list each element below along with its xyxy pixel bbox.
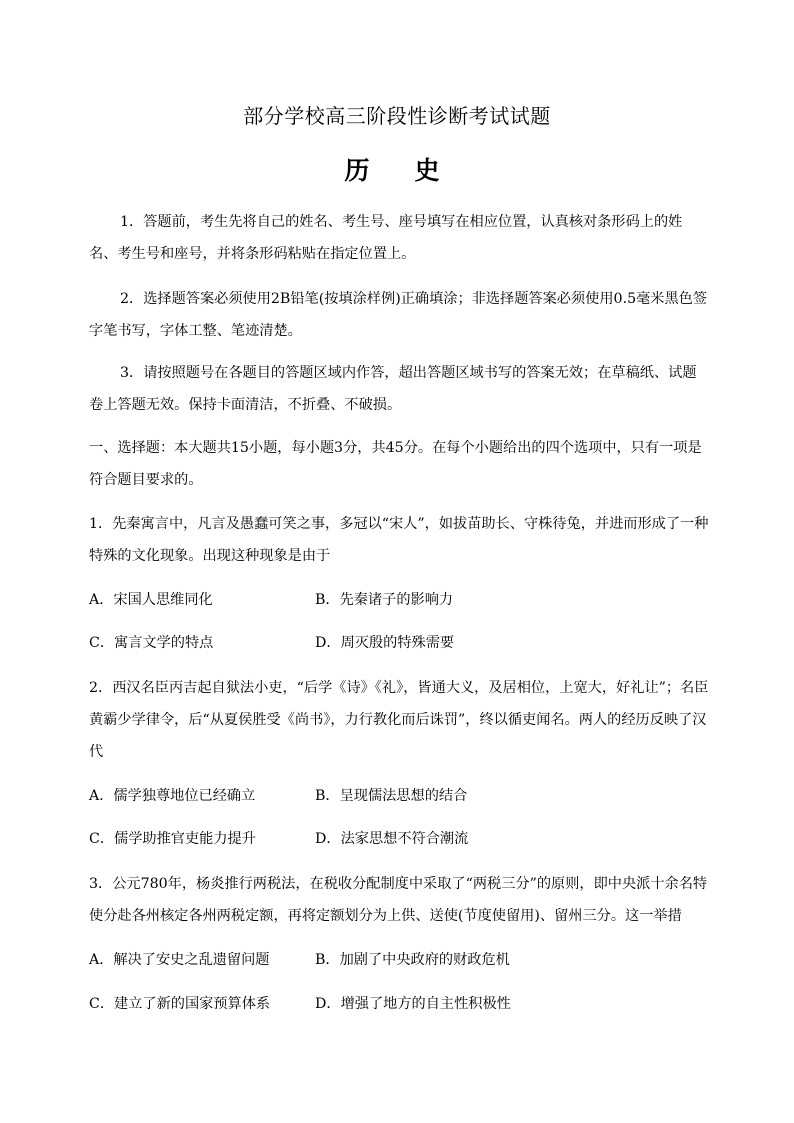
question-3-option-b: B．加剧了中央政府的财政危机	[315, 952, 510, 968]
instruction-2: 2．选择题答案必须使用2B铅笔(按填涂样例)正确填涂；非选择题答案必须使用0.5毫米黑色签字笔书写，字体工整、笔迹清楚。	[89, 291, 708, 339]
question-2-option-c: C．儒学助推官吏能力提升	[89, 831, 256, 847]
question-2-option-d: D．法家思想不符合潮流	[315, 831, 469, 847]
question-3-option-a: A．解决了安史之乱遗留问题	[89, 952, 270, 968]
subject-title: 历 史	[344, 156, 450, 185]
question-2-option-a: A．儒学独尊地位已经确立	[89, 788, 256, 804]
section-heading: 一、选择题：本大题共15小题，每小题3分，共45分。在每个小题给出的四个选项中，只有一项是符合题目要求的。	[89, 440, 702, 488]
question-3-option-d: D．增强了地方的自主性积极性	[315, 996, 511, 1012]
question-1-option-c: C．寓言文学的特点	[89, 635, 214, 651]
question-1-option-a: A．宋国人思维同化	[89, 592, 213, 608]
instruction-3: 3．请按照题号在各题目的答题区域内作答，超出答题区域书写的答案无效；在草稿纸、试题卷上答题无效。保持卡面清洁，不折叠、不破损。	[89, 365, 697, 413]
question-3-stem: 3．公元780年，杨炎推行两税法，在税收分配制度中采取了“两税三分”的原则，即中央派十余名特使分赴各州核定各州两税定额，再将定额划分为上供、送使(节度使留用)、留州三分。这一举措	[89, 876, 708, 924]
question-1-option-d: D．周灭殷的特殊需要	[315, 635, 455, 651]
question-2-option-b: B．呈现儒法思想的结合	[315, 788, 468, 804]
question-1-stem: 1．先秦寓言中，凡言及愚蠢可笑之事，多冠以“宋人”，如拔苗助长、守株待兔，并进而形成了一种特殊的文化现象。出现这种现象是由于	[89, 516, 709, 564]
instruction-1: 1．答题前，考生先将自己的姓名、考生号、座号填写在相应位置，认真核对条形码上的姓名、考生号和座号，并将条形码粘贴在指定位置上。	[89, 214, 683, 262]
question-1-option-b: B．先秦诸子的影响力	[315, 592, 454, 608]
question-3-option-c: C．建立了新的国家预算体系	[89, 996, 271, 1012]
exam-title: 部分学校高三阶段性诊断考试试题	[243, 104, 551, 128]
question-2-stem: 2．西汉名臣丙吉起自狱法小吏，“后学《诗》《礼》，皆通大义，及居相位，上宽大，好礼让”；名臣黄霸少学律令，后“从夏侯胜受《尚书》，力行教化而后诛罚”，终以循吏闻名。两人的经历反映了汉代	[89, 680, 709, 760]
